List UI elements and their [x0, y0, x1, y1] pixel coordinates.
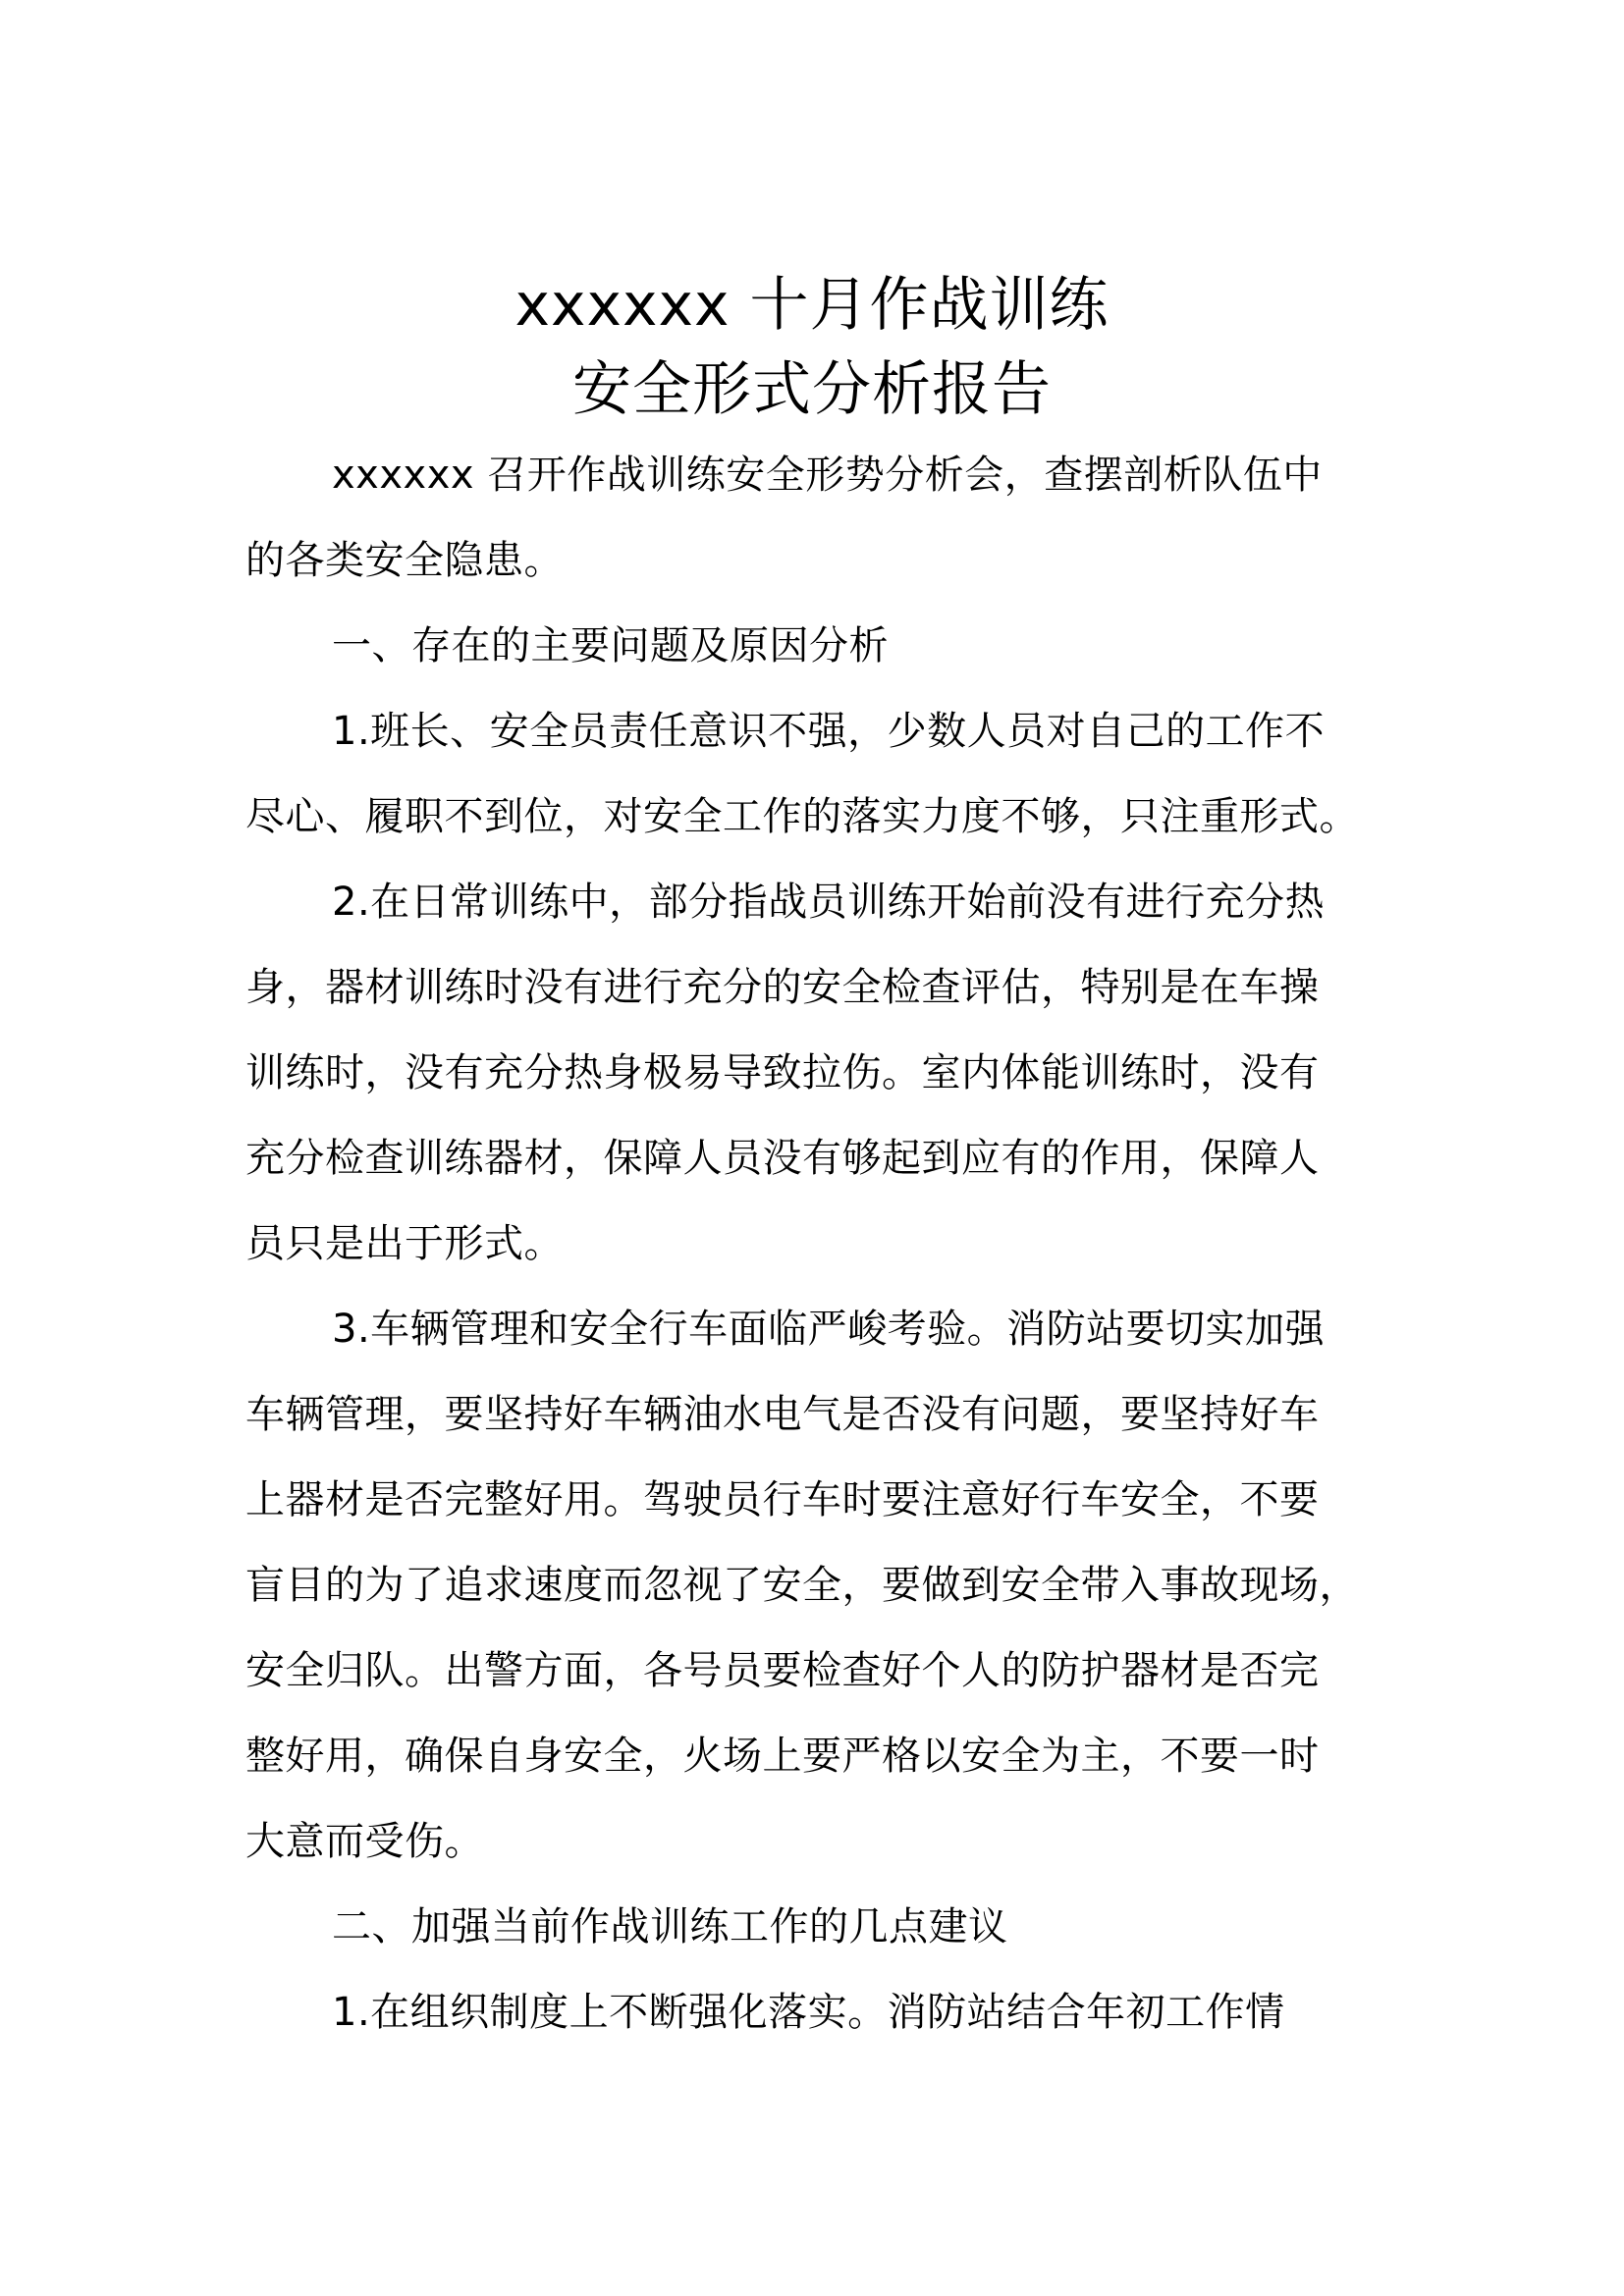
text-line: 3.车辆管理和安全行车面临严峻考验。消防站要切实加强: [332, 1307, 1326, 1352]
text-line: 1.在组织制度上不断强化落实。消防站结合年初工作情: [332, 1990, 1285, 2035]
heading-line: 一、存在的主要问题及原因分析: [332, 623, 889, 668]
text-line: 的各类安全隐患。: [245, 538, 564, 583]
issue-paragraph-1: [245, 700, 1394, 871]
document-body: [245, 444, 1394, 2066]
document-title: [0, 263, 1624, 432]
text-line: xxxxxx 召开作战训练安全形势分析会，查摆剖析队伍中: [332, 453, 1323, 498]
text-line: 大意而受伤。: [245, 1819, 484, 1864]
issue-paragraph-2: [245, 871, 1394, 1298]
title-line-2: 安全形式分析报告: [572, 355, 1052, 424]
section-heading-1: [245, 614, 1394, 700]
text-line: 1.班长、安全员责任意识不强，少数人员对自己的工作不: [332, 709, 1326, 754]
title-line-1: xxxxxx 十月作战训练: [514, 271, 1110, 340]
text-line: 车辆管理，要坚持好车辆油水电气是否没有问题，要坚持好车: [245, 1392, 1320, 1437]
text-line: 身，器材训练时没有进行充分的安全检查评估，特别是在车操: [245, 965, 1320, 1010]
text-line: 充分检查训练器材，保障人员没有够起到应有的作用，保障人: [245, 1136, 1320, 1181]
text-line: 员只是出于形式。: [245, 1221, 564, 1266]
intro-paragraph: [245, 444, 1394, 614]
text-line: 安全归队。出警方面，各号员要检查好个人的防护器材是否完: [245, 1648, 1320, 1693]
text-line: 2.在日常训练中，部分指战员训练开始前没有进行充分热: [332, 880, 1326, 925]
text-line: 尽心、履职不到位，对安全工作的落实力度不够，只注重形式。: [245, 794, 1359, 839]
text-line: 训练时，没有充分热身极易导致拉伤。室内体能训练时，没有: [245, 1050, 1320, 1095]
section-heading-2: [245, 1896, 1394, 1981]
heading-line: 二、加强当前作战训练工作的几点建议: [332, 1904, 1008, 1949]
text-line: 上器材是否完整好用。驾驶员行车时要注意好行车安全，不要: [245, 1477, 1320, 1522]
suggestion-paragraph-1: [245, 1981, 1394, 2066]
text-line: 盲目的为了追求速度而忽视了安全，要做到安全带入事故现场，: [245, 1563, 1359, 1608]
text-line: 整好用，确保自身安全，火场上要严格以安全为主，不要一时: [245, 1734, 1320, 1779]
issue-paragraph-3: [245, 1298, 1394, 1896]
